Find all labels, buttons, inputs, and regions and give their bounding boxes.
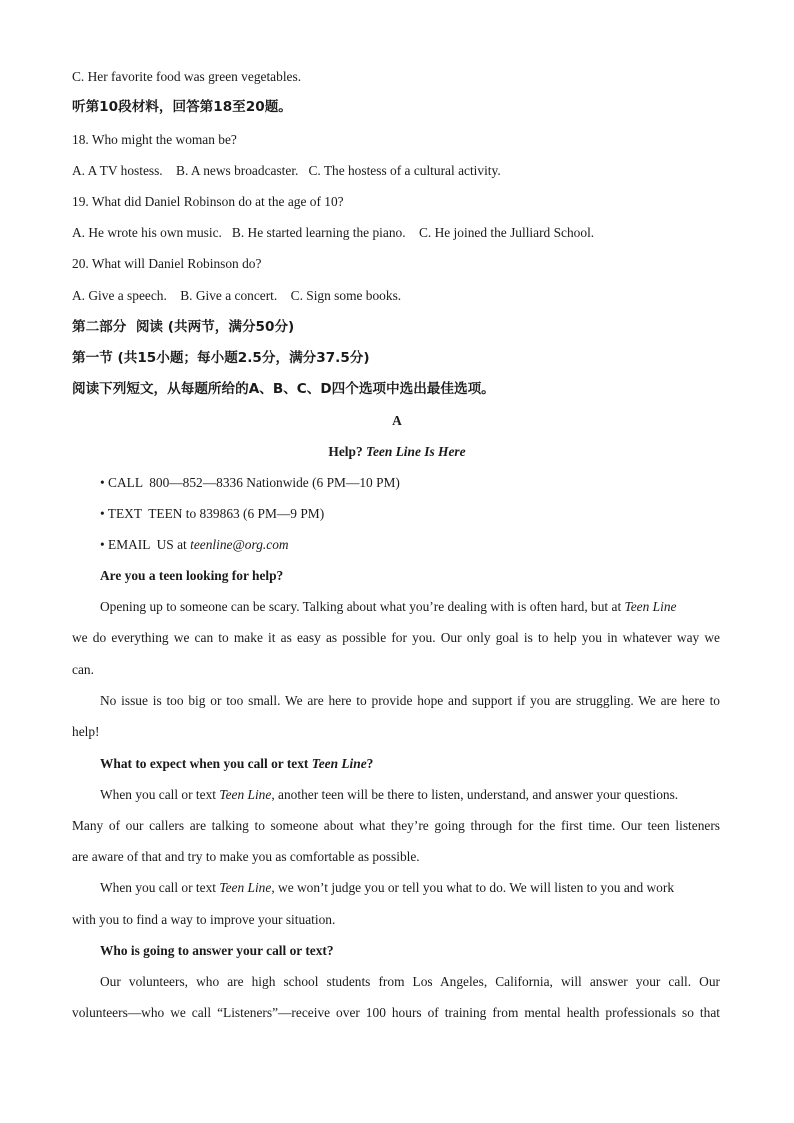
p4-line-1: [100, 879, 720, 897]
reading-instructions: 阅读下列短文，从每题所给的A、B、C、D四个选项中选出最佳选项。: [72, 381, 495, 397]
p3-teen-line: Teen Line: [219, 787, 272, 802]
p1-teen-line: Teen Line: [624, 599, 677, 614]
q17-option-c: C. Her favorite food was green vegetables.: [72, 69, 302, 84]
p1-line-1: [100, 598, 720, 616]
section-1-heading: 第一节 (共15小题；每小题2.5分，满分37.5分): [72, 350, 370, 366]
heading-teen-help: Are you a teen looking for help?: [100, 568, 284, 583]
bullet-call: • CALL 800—852—8336 Nationwide (6 PM—10 PM): [100, 475, 400, 490]
question-18-options: A. A TV hostess. B. A news broadcaster. C. The hostess of a cultural activity.: [72, 163, 501, 178]
h2-end: ?: [366, 756, 374, 771]
passage-letter: A: [392, 413, 402, 428]
heading-who-answers: Who is going to answer your call or text?: [100, 943, 334, 958]
h2-text: What to expect when you call or text: [100, 756, 312, 771]
p3-line-2: Many of our callers are talking to someone about what they’re going through for the first time. Our teen listeners: [72, 818, 720, 833]
p1-line-2: we do everything we can to make it as easy as possible for you. Our only goal is to help you in whatever way we: [72, 630, 720, 645]
p4-text-b: , we won’t judge you or tell you what to do. We will listen to you and work: [271, 880, 675, 895]
bullet-text: • TEXT TEEN to 839863 (6 PM—9 PM): [100, 506, 325, 521]
p2-line-1: No issue is too big or too small. We are here to provide hope and support if you are struggling. We are here to: [100, 693, 720, 708]
passage-title: [0, 443, 794, 461]
question-19: 19. What did Daniel Robinson do at the age of 10?: [72, 194, 344, 209]
p4-text-a: When you call or text: [100, 880, 220, 895]
p5-line-1: Our volunteers, who are high school students from Los Angeles, California, will answer your call. Our: [100, 974, 720, 989]
question-20: 20. What will Daniel Robinson do?: [72, 256, 262, 271]
p4-line-2: with you to find a way to improve your situation.: [72, 912, 336, 927]
p3-line-1: [100, 786, 720, 804]
p3-text-b: , another teen will be there to listen, understand, and answer your questions.: [271, 787, 679, 802]
p2-line-2: help!: [72, 724, 100, 739]
part-2-heading: 第二部分 阅读 (共两节，满分50分): [72, 319, 295, 335]
bullet-email-prefix: • EMAIL US at: [100, 537, 191, 552]
heading-what-to-expect: [100, 755, 720, 773]
h2-teen-line: Teen Line: [311, 756, 367, 771]
email-address: teenline@org.com: [190, 537, 289, 552]
bullet-email: [100, 536, 720, 554]
p4-teen-line: Teen Line: [219, 880, 272, 895]
passage-title-plain: Help?: [328, 444, 366, 459]
p1-line-3: can.: [72, 662, 94, 677]
section-10-heading: 听第10段材料，回答第18至20题。: [72, 99, 292, 115]
question-18: 18. Who might the woman be?: [72, 132, 237, 147]
question-20-options: A. Give a speech. B. Give a concert. C. Sign some books.: [72, 288, 402, 303]
passage-title-italic: Teen Line Is Here: [366, 444, 466, 459]
p3-text-a: When you call or text: [100, 787, 220, 802]
p3-line-3: are aware of that and try to make you as comfortable as possible.: [72, 849, 420, 864]
p1-text: Opening up to someone can be scary. Talking about what you’re dealing with is often hard, but at: [100, 599, 625, 614]
question-19-options: A. He wrote his own music. B. He started learning the piano. C. He joined the Julliard School.: [72, 225, 595, 240]
p5-line-2: volunteers—who we call “Listeners”—receive over 100 hours of training from mental health professionals so that: [72, 1005, 720, 1020]
